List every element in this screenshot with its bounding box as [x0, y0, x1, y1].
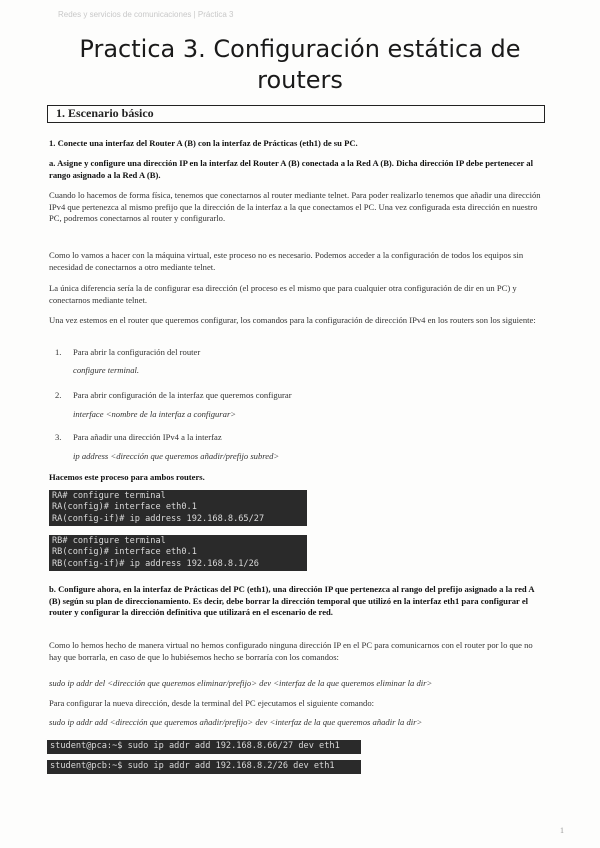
terminal-line: RA# configure terminal [52, 491, 166, 501]
command-add: sudo ip addr add <dirección que queremos añadir/prefijo> dev <interfaz de la que queremos añadir la dir> [49, 717, 423, 727]
question-a: a. Asigne y configure una dirección IP en la interfaz del Router A (B) conectada a la Red A (B). Dicha dirección IP debe pertenecer al rango asignado a la Red A (B). [49, 158, 533, 180]
paragraph-5: Hacemos este proceso para ambos routers. [49, 472, 205, 482]
terminal-line: RA(config-if)# ip address 192.168.8.65/27 [52, 513, 265, 524]
paragraph-4: Una vez estemos en el router que queremos configurar, los comandos para la configuración de dirección IPv4 en los routers son los siguiente: [49, 315, 536, 325]
terminal-pc-b [47, 760, 361, 774]
step-2-command: interface <nombre de la interfaz a configurar> [73, 409, 237, 419]
terminal-line: student@pca:~$ sudo ip addr add 192.168.8.66/27 dev eth1 [50, 741, 340, 751]
paragraph-1: Cuando lo hacemos de forma física, tenemos que conectarnos al router mediante telnet. Para poder realizarlo tenemos que añadir una dirección IPv4 que pertenezca al mismo prefijo que la dirección de la interfaz a la que conectamos el PC. Una vez configurada esta dirección en nuestro PC, podremos conectarnos al router y configurarlo. [49, 190, 541, 223]
paragraph-7: Para configurar la nueva dirección, desde la terminal del PC ejecutamos el siguiente comando: [49, 698, 375, 708]
paragraph-6: Como lo hemos hecho de manera virtual no hemos configurado ninguna dirección IP en el PC para comunicarnos con el router por lo que no hay que borrarla, en caso de que lo hubiésemos hecho se borraría con los comandos: [49, 640, 533, 662]
paragraph-3: La única diferencia sería la de configurar esa dirección (el proceso es el mismo que para cualquier otra configuración de dir en un PC) y conectarnos mediante telnet. [49, 283, 517, 305]
step-1: 1. Para abrir la configuración del router [55, 347, 201, 357]
step-1-text: Para abrir la configuración del router [73, 347, 201, 357]
header-note: Redes y servicios de comunicaciones | Práctica 3 [58, 10, 234, 19]
step-2-text: Para abrir configuración de la interfaz que queremos configurar [73, 390, 292, 400]
terminal-line: student@pcb:~$ sudo ip addr add 192.168.8.2/26 dev eth1 [50, 761, 335, 771]
section-heading-text: 1. Escenario básico [56, 106, 154, 120]
step-3-command: ip address <dirección que queremos añadir/prefijo subred> [73, 451, 280, 461]
terminal-line: RB(config)# interface eth0.1 [52, 547, 197, 558]
section-heading [47, 105, 545, 123]
step-2: 2. Para abrir configuración de la interfaz que queremos configurar [55, 390, 292, 400]
step-3-text: Para añadir una dirección IPv4 a la interfaz [73, 432, 222, 442]
title-line-2: routers [257, 66, 343, 94]
terminal-line: RB# configure terminal [52, 536, 166, 546]
terminal-pc-a [47, 740, 361, 754]
terminal-line: RB(config-if)# ip address 192.168.8.1/26 [52, 558, 259, 569]
title-line-1: Practica 3. Configuración estática de [79, 35, 521, 63]
terminal-line: RA(config)# interface eth0.1 [52, 502, 197, 513]
terminal-router-a [49, 490, 307, 526]
terminal-router-b [49, 535, 307, 571]
command-del: sudo ip addr del <dirección que queremos eliminar/prefijo> dev <interfaz de la que queremos eliminar la dir> [49, 678, 433, 688]
page-corner-mark: 1 [560, 826, 564, 835]
step-3: 3. Para añadir una dirección IPv4 a la interfaz [55, 432, 222, 442]
page-title [40, 34, 560, 96]
step-1-command: configure terminal. [73, 365, 140, 375]
question-1: 1. Conecte una interfaz del Router A (B) con la interfaz de Prácticas (eth1) de su PC. [49, 138, 358, 148]
question-b: b. Configure ahora, en la interfaz de Prácticas del PC (eth1), una dirección IP que pertenezca al rango del prefijo asignado a la red A (B) según su plan de direccionamiento. Es decir, debe borrar la dirección temporal que utilizó en la interfaz eth1 para configurar el router y configurar la dirección definitiva que utilizará en el escenario de red. [49, 584, 535, 617]
paragraph-2: Como lo vamos a hacer con la máquina virtual, este proceso no es necesario. Podemos acceder a la configuración de todos los equipos sin necesidad de conectarnos a otro mediante telnet. [49, 250, 524, 272]
